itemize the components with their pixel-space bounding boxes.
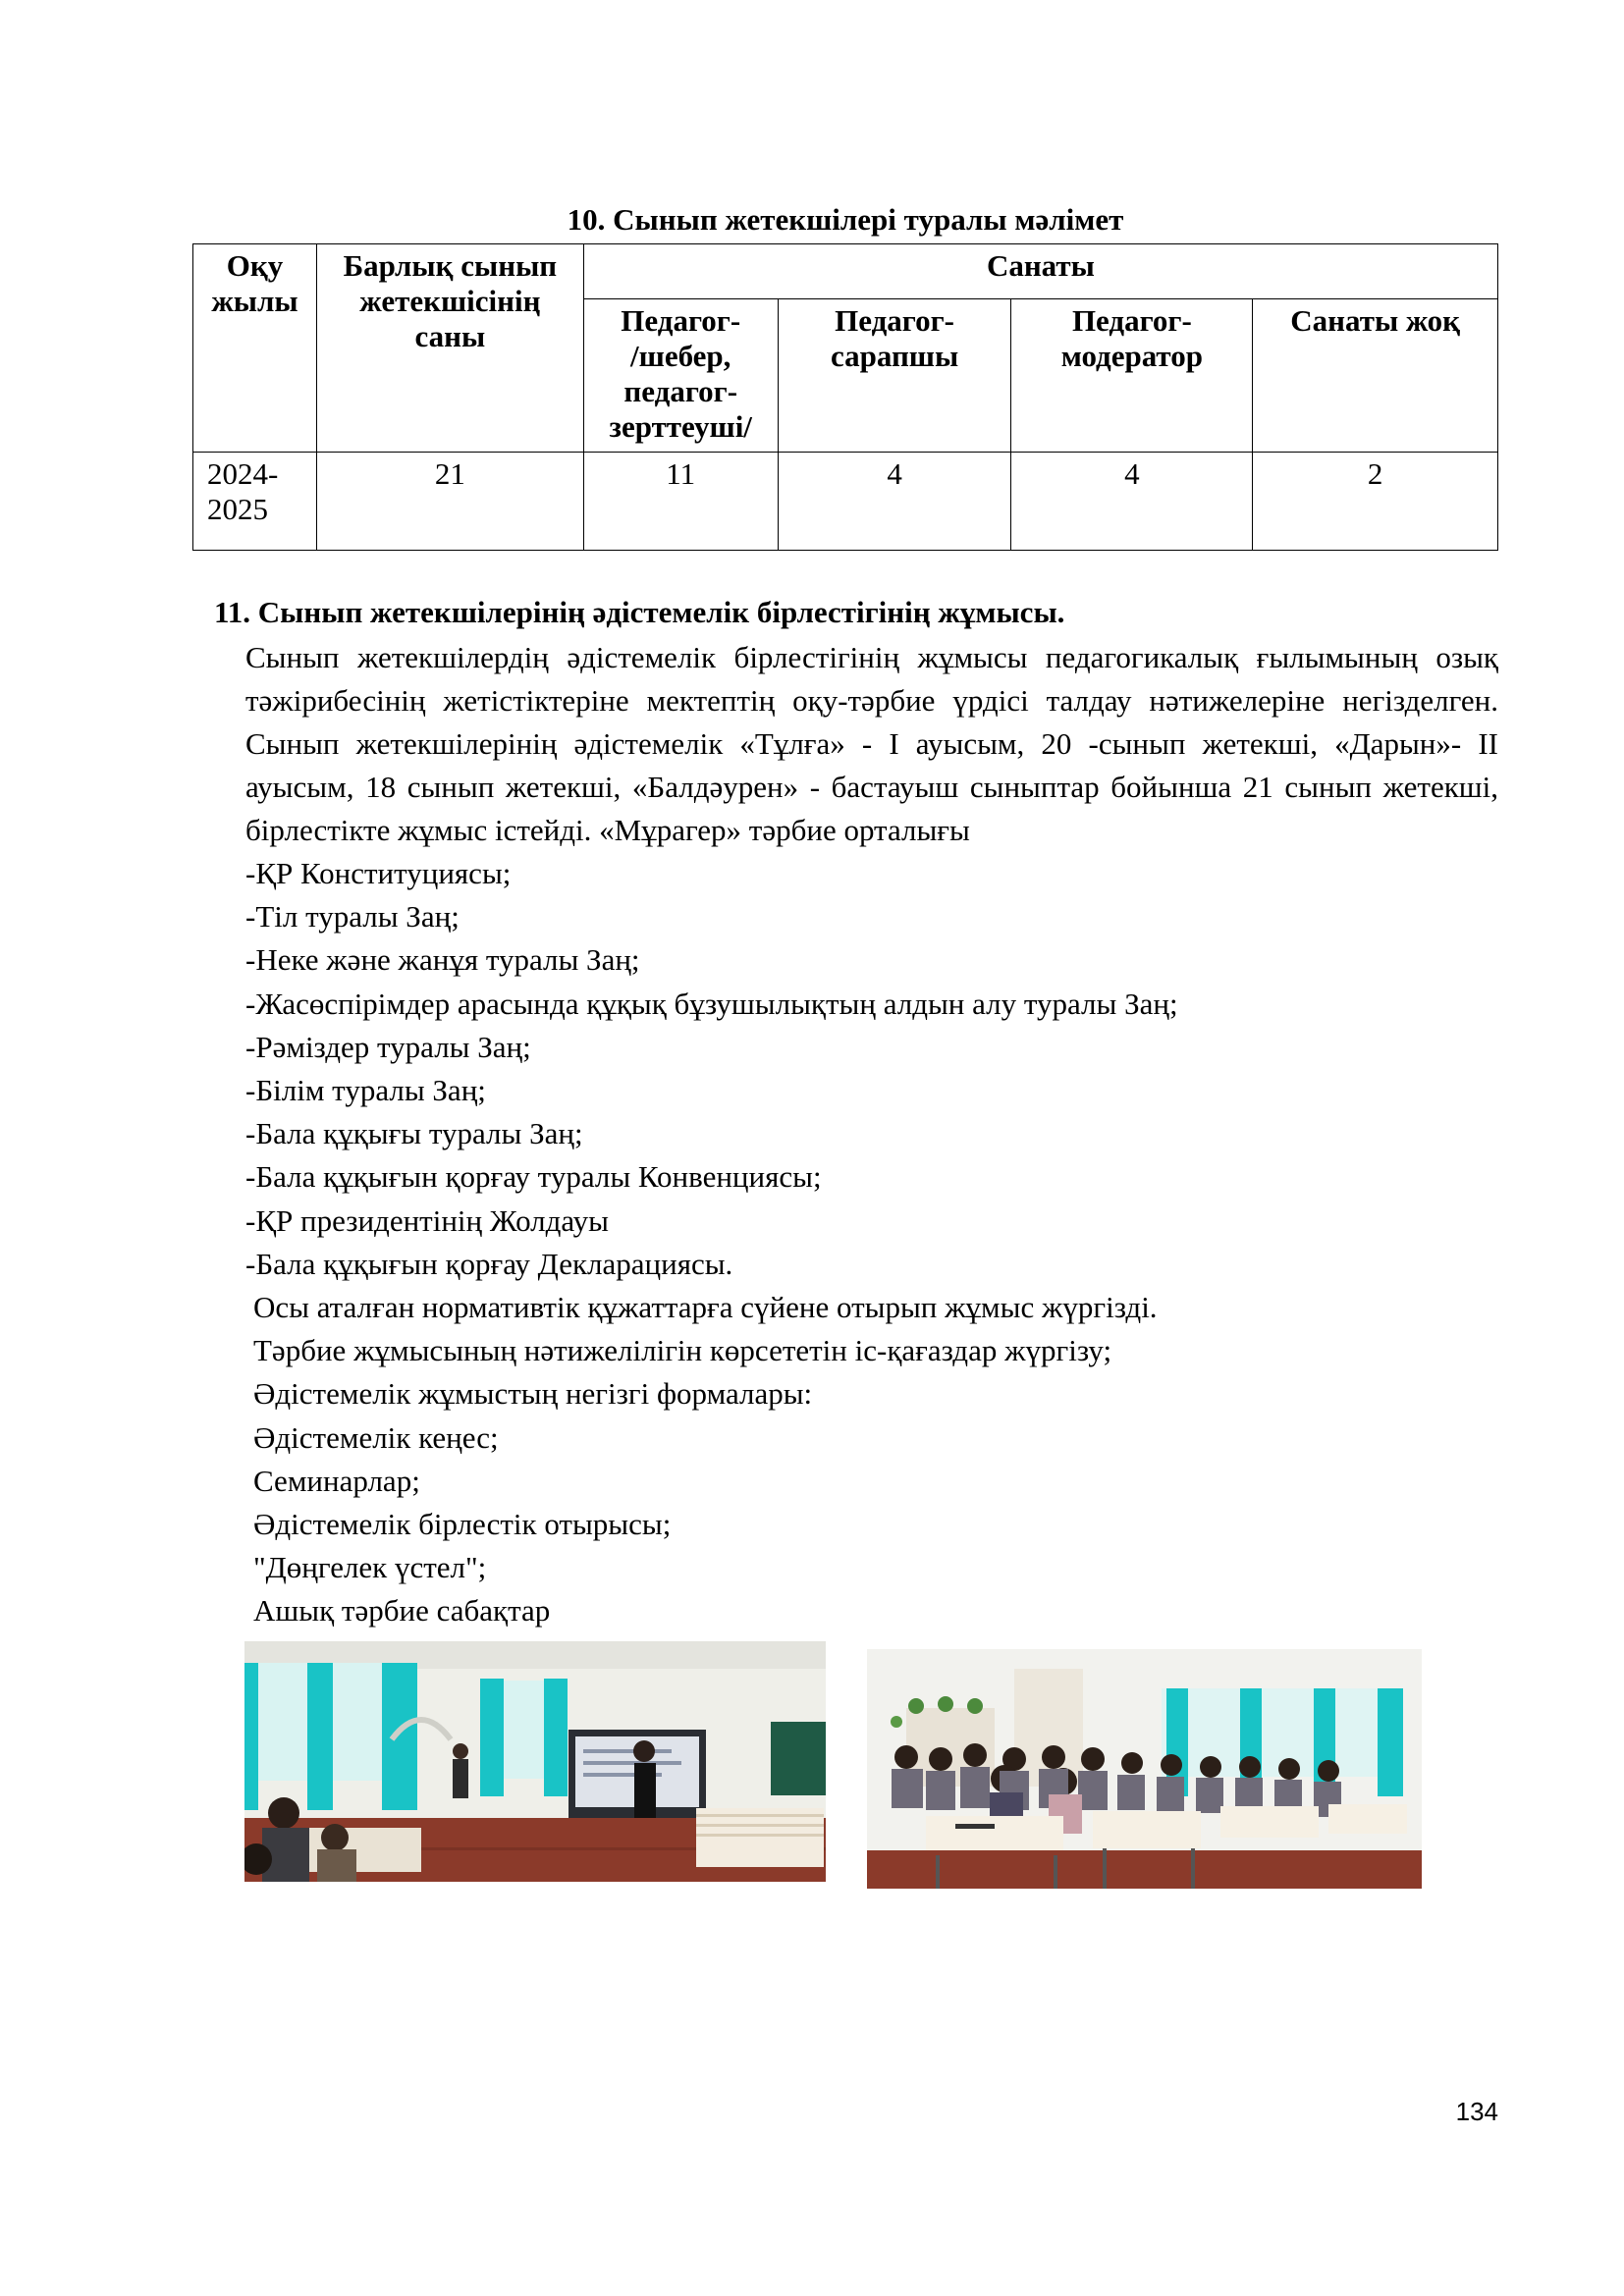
cell-total: 21 [316,453,583,551]
cell-master-researcher: 11 [583,453,778,551]
header-expert: Педагог- сарапшы [778,299,1011,453]
list-item: Әдістемелік кеңес; [253,1419,499,1455]
list-item: -Білім туралы Заң; [245,1073,486,1108]
list-item: Ашық тәрбие сабақтар [253,1593,551,1629]
list-item: -Бала құқығы туралы Заң; [245,1116,583,1151]
list-item: Семинарлар; [253,1463,420,1498]
classroom-photo-1 [244,1641,826,1882]
header-category-group: Санаты [583,244,1497,299]
header-moderator: Педагог- модератор [1011,299,1253,453]
page-number: 134 [1455,2097,1498,2126]
header-total: Барлық сынып жетекшісінің саны [316,244,583,453]
header-no-category: Санаты жоқ [1253,299,1498,453]
list-item: -Бала құқығын қорғау туралы Конвенциясы; [245,1159,822,1195]
list-item: -ҚР Конституциясы; [245,856,512,890]
list-item: "Дөңгелек үстел"; [253,1550,487,1585]
list-item: Тәрбие жұмысының нәтижелілігін көрсететін іс-қағаздар жүргізу; [253,1333,1112,1368]
list-item: -ҚР президентінің Жолдауы [245,1202,609,1238]
list-item: -Неке және жанұя туралы Заң; [245,942,640,978]
cell-expert: 4 [778,453,1011,551]
cell-moderator: 4 [1011,453,1253,551]
list-item: -Жасөспірімдер арасында құқық бұзушылықтың алдын алу туралы Заң; [245,986,1178,1021]
header-master-researcher: Педагог- /шебер, педагог- зерттеуші/ [583,299,778,453]
classroom-photo-2 [867,1649,1422,1889]
table-title: 10. Сынып жетекшілері туралы мәлімет [567,202,1124,237]
list-item: -Рәміздер туралы Заң; [245,1029,531,1064]
intro-paragraph: Сынып жетекшілердің әдістемелік бірлестігінің жұмысы педагогикалық ғылымының озық тәжірибесінің жетістіктеріне мектептің оқу-тәрбие үрдісі талдау нәтижелеріне негізделген. Сынып жетекшілерінің әдістемелік «Тұлға» - І ауысым, 20 -сынып жетекші, «Дарын»- ІІ ауысым, 18 сынып жетекші, «Балдәурен» - бастауыш сыныптар бойынша 21 сынып жетекші, бірлестікте жұмыс істейді. «Мұрагер» тәрбие орталығы [245,640,1498,847]
list-item: Осы аталған нормативтік құжаттарға сүйене отырып жұмыс жүргізді. [253,1290,1158,1325]
list-item: -Бала құқығын қорғау Декларациясы. [245,1246,733,1281]
list-item: Әдістемелік бірлестік отырысы; [253,1507,672,1542]
cell-year: 2024- 2025 [193,453,317,551]
content-list [245,852,1178,1633]
list-item: -Тіл туралы Заң; [245,899,460,934]
cell-no-category: 2 [1253,453,1498,551]
list-item: Әдістемелік жұмыстың негізгі формалары: [253,1376,813,1412]
class-teachers-table [192,243,1498,551]
header-year: Оқу жылы [193,244,317,453]
table-row [193,453,1498,551]
section-heading: 11. Сынып жетекшілерінің әдістемелік бірлестігінің жұмысы. [214,595,1065,629]
